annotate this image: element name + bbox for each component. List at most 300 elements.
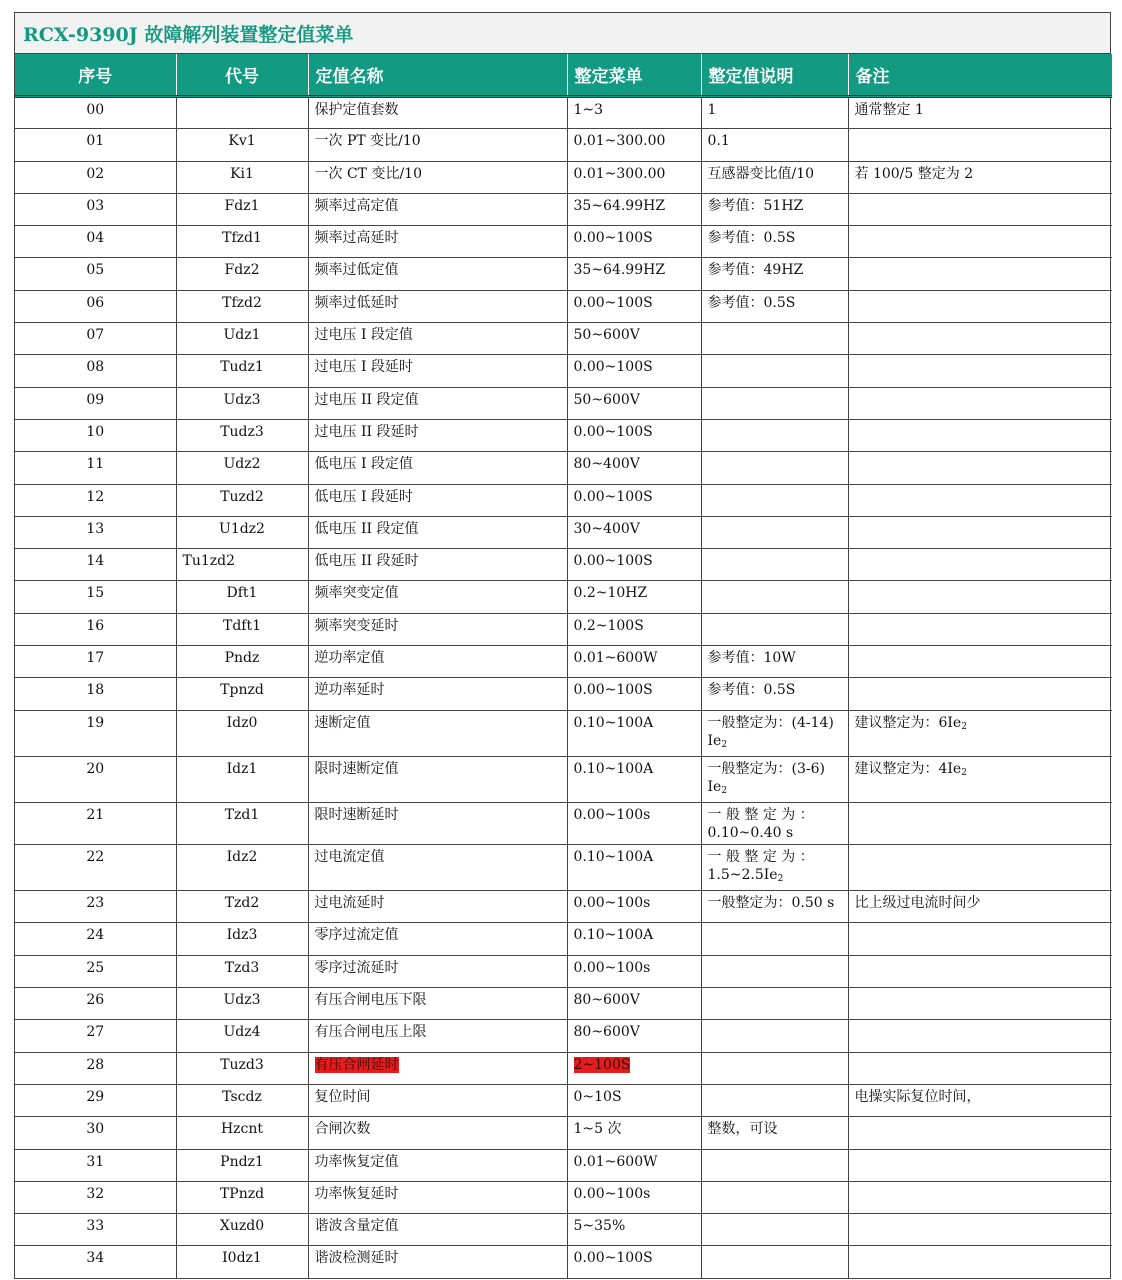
- cell-no: [15, 323, 176, 355]
- cell-desc: [701, 1084, 848, 1116]
- cell-no-text: 15: [86, 585, 105, 602]
- cell-range: [567, 1246, 701, 1278]
- cell-no: [15, 891, 176, 923]
- cell-desc: [701, 756, 848, 802]
- table-row: [15, 452, 1112, 484]
- cell-note-text: 建议整定为：4Ie: [854, 760, 962, 777]
- cell-note: [848, 1149, 1112, 1181]
- cell-no: [15, 161, 176, 193]
- cell-no: [15, 226, 176, 258]
- cell-code: [176, 923, 308, 955]
- cell-name-text: 过电压 I 段延时: [314, 359, 413, 376]
- cell-desc-text: 参考值：0.5S: [707, 294, 796, 311]
- cell-range-text: 80~600V: [573, 1024, 640, 1041]
- cell-note: [848, 161, 1112, 193]
- cell-no-text: 17: [86, 650, 105, 667]
- cell-name: [308, 1214, 567, 1246]
- cell-code: [176, 290, 308, 322]
- table-row: [15, 955, 1112, 987]
- cell-range-text: 35~64.99HZ: [573, 197, 666, 214]
- table-row: [15, 161, 1112, 193]
- cell-name: [308, 258, 567, 290]
- cell-desc-text: 参考值：10W: [707, 650, 796, 667]
- cell-note-text: 通常整定 1: [854, 102, 924, 118]
- table-row: [15, 290, 1112, 322]
- cell-code-text: Tzd1: [224, 806, 260, 823]
- cell-no-text: 21: [86, 806, 105, 823]
- cell-no: [15, 290, 176, 322]
- cell-note: [848, 290, 1112, 322]
- cell-code-text: Tudz1: [220, 359, 264, 376]
- cell-name-text: 限时速断定值: [314, 760, 399, 777]
- cell-no: [15, 516, 176, 548]
- cell-code-text: Idz0: [226, 714, 258, 731]
- cell-no: [15, 613, 176, 645]
- cell-code-text: Fdz1: [224, 197, 260, 214]
- table-row: [15, 923, 1112, 955]
- cell-code: [176, 387, 308, 419]
- cell-name: [308, 193, 567, 225]
- cell-code-text: Tuzd3: [220, 1056, 264, 1073]
- cell-no: [15, 419, 176, 451]
- cell-range-text: 0.01~300.00: [573, 165, 666, 182]
- cell-note: [848, 678, 1112, 710]
- cell-no-text: 06: [86, 294, 105, 311]
- page-title: RCX-9390J 故障解列装置整定值菜单: [23, 23, 354, 46]
- cell-name: [308, 226, 567, 258]
- cell-no-text: 22: [86, 849, 105, 866]
- cell-code: [176, 1149, 308, 1181]
- cell-range: [567, 1214, 701, 1246]
- cell-desc: [701, 923, 848, 955]
- cell-note: [848, 323, 1112, 355]
- cell-range: [567, 1181, 701, 1213]
- cell-desc: [701, 1020, 848, 1052]
- cell-name-text: 过电流定值: [314, 849, 385, 866]
- cell-note: [848, 581, 1112, 613]
- cell-note: [848, 1181, 1112, 1213]
- table-row: [15, 1084, 1112, 1116]
- cell-code: [176, 1246, 308, 1278]
- cell-range-text: 2~100S: [573, 1056, 631, 1073]
- cell-no-text: 23: [86, 895, 105, 912]
- cell-range: [567, 129, 701, 161]
- cell-desc: [701, 988, 848, 1020]
- cell-name-text: 复位时间: [314, 1088, 371, 1105]
- cell-no: [15, 549, 176, 581]
- cell-name: [308, 323, 567, 355]
- cell-code: [176, 1214, 308, 1246]
- cell-name: [308, 387, 567, 419]
- cell-code-text: U1dz2: [219, 520, 265, 537]
- cell-name: [308, 1084, 567, 1116]
- cell-desc: [701, 549, 848, 581]
- cell-code: [176, 258, 308, 290]
- cell-range-text: 0.00~100S: [573, 230, 653, 247]
- cell-desc: [701, 802, 848, 845]
- cell-desc: [701, 1214, 848, 1246]
- cell-desc-text: 参考值：51HZ: [707, 197, 804, 214]
- cell-note: [848, 646, 1112, 678]
- cell-code-text: Fdz2: [224, 262, 260, 279]
- cell-no: [15, 1020, 176, 1052]
- cell-desc-text: 参考值：0.5S: [707, 682, 796, 699]
- cell-note: [848, 355, 1112, 387]
- subscript-2: 2: [961, 721, 967, 732]
- cell-range-text: 0.2~10HZ: [573, 585, 648, 602]
- cell-no-text: 08: [86, 359, 105, 376]
- table-row: [15, 549, 1112, 581]
- cell-name: [308, 1181, 567, 1213]
- cell-no-text: 27: [86, 1024, 105, 1041]
- cell-desc-text: 1: [707, 102, 717, 118]
- cell-name-text: 一次 PT 变比/10: [314, 133, 421, 150]
- cell-range: [567, 258, 701, 290]
- subscript-2: 2: [777, 874, 784, 885]
- cell-code: [176, 710, 308, 756]
- cell-code: [176, 891, 308, 923]
- cell-range: [567, 97, 701, 129]
- cell-desc: [701, 516, 848, 548]
- cell-name: [308, 516, 567, 548]
- cell-no-text: 32: [86, 1185, 105, 1202]
- cell-desc-text: 一般整定为：0.50 s: [707, 895, 835, 912]
- table-row: [15, 891, 1112, 923]
- cell-desc: [701, 1117, 848, 1149]
- cell-range-text: 0.00~100s: [573, 959, 651, 976]
- cell-note-text: 建议整定为：6Ie: [854, 714, 962, 731]
- cell-code-text: Idz3: [226, 927, 258, 944]
- cell-desc: [701, 484, 848, 516]
- cell-note: [848, 516, 1112, 548]
- cell-no-text: 02: [86, 165, 105, 182]
- cell-name: [308, 452, 567, 484]
- cell-note: [848, 1052, 1112, 1084]
- cell-range: [567, 1084, 701, 1116]
- cell-desc-text: 一般整定为：(3-6) Ie: [707, 760, 825, 795]
- cell-code: [176, 549, 308, 581]
- cell-range-text: 0.10~100A: [573, 760, 654, 777]
- cell-code: [176, 646, 308, 678]
- cell-no: [15, 678, 176, 710]
- cell-name: [308, 613, 567, 645]
- cell-range-text: 0.00~100S: [573, 423, 653, 440]
- cell-range-text: 0.00~100S: [573, 488, 653, 505]
- cell-name-text: 功率恢复延时: [314, 1185, 399, 1202]
- cell-range: [567, 323, 701, 355]
- cell-name: [308, 756, 567, 802]
- cell-desc: [701, 290, 848, 322]
- cell-range-text: 0.00~100S: [573, 682, 653, 699]
- cell-code: [176, 193, 308, 225]
- cell-code-text: Tscdz: [222, 1088, 262, 1105]
- cell-code-text: Pndz: [224, 650, 260, 667]
- header-desc: 整定值说明: [701, 54, 848, 97]
- cell-name-text: 合闸次数: [314, 1121, 371, 1138]
- cell-code-text: Ki1: [230, 165, 254, 182]
- cell-name-text: 频率过高定值: [314, 197, 399, 214]
- cell-code-text: Udz1: [223, 327, 261, 344]
- cell-no-text: 10: [86, 423, 105, 440]
- cell-range: [567, 923, 701, 955]
- cell-desc-text: 一 般 整 定 为 ：0.10~0.40 s: [707, 806, 814, 841]
- cell-name: [308, 129, 567, 161]
- cell-code: [176, 226, 308, 258]
- cell-range: [567, 802, 701, 845]
- cell-code: [176, 1181, 308, 1213]
- cell-no: [15, 988, 176, 1020]
- table-row: [15, 516, 1112, 548]
- cell-no: [15, 1052, 176, 1084]
- cell-code: [176, 845, 308, 891]
- cell-code: [176, 97, 308, 129]
- cell-desc-text: 整数，可设: [707, 1121, 778, 1138]
- cell-desc: [701, 845, 848, 891]
- table-row: [15, 1149, 1112, 1181]
- header-row: [15, 54, 1112, 97]
- cell-range: [567, 710, 701, 756]
- cell-range: [567, 355, 701, 387]
- cell-name: [308, 1052, 567, 1084]
- cell-note: [848, 452, 1112, 484]
- table-row: [15, 419, 1112, 451]
- cell-desc: [701, 1181, 848, 1213]
- cell-no: [15, 129, 176, 161]
- cell-no-text: 20: [86, 760, 105, 777]
- cell-no: [15, 1149, 176, 1181]
- cell-no: [15, 258, 176, 290]
- cell-range: [567, 452, 701, 484]
- cell-range-text: 0.10~100A: [573, 849, 654, 866]
- cell-code-text: Tdft1: [222, 617, 261, 634]
- cell-code: [176, 129, 308, 161]
- cell-desc: [701, 161, 848, 193]
- cell-name: [308, 988, 567, 1020]
- table-row: [15, 1181, 1112, 1213]
- table-row: [15, 484, 1112, 516]
- cell-name: [308, 955, 567, 987]
- cell-no-text: 33: [86, 1218, 105, 1235]
- cell-range: [567, 1020, 701, 1052]
- cell-no-text: 29: [86, 1088, 105, 1105]
- cell-no: [15, 710, 176, 756]
- cell-range: [567, 387, 701, 419]
- cell-code-text: Tfzd1: [222, 230, 262, 247]
- cell-desc: [701, 419, 848, 451]
- cell-code: [176, 516, 308, 548]
- cell-code-text: I0dz1: [222, 1250, 262, 1267]
- cell-no-text: 13: [86, 520, 105, 537]
- cell-range: [567, 484, 701, 516]
- cell-no: [15, 97, 176, 129]
- cell-note: [848, 891, 1112, 923]
- cell-desc-text: 互感器变比值/10: [707, 165, 815, 182]
- cell-range: [567, 845, 701, 891]
- cell-range: [567, 955, 701, 987]
- cell-note: [848, 756, 1112, 802]
- cell-no: [15, 1246, 176, 1278]
- cell-desc: [701, 1052, 848, 1084]
- cell-name-text: 有压合闸电压上限: [314, 1024, 427, 1041]
- cell-no: [15, 756, 176, 802]
- cell-range: [567, 161, 701, 193]
- cell-code: [176, 1117, 308, 1149]
- table-row: [15, 756, 1112, 802]
- cell-code: [176, 613, 308, 645]
- cell-no: [15, 955, 176, 987]
- cell-code-text: Tu1zd2: [182, 553, 236, 570]
- cell-no: [15, 1117, 176, 1149]
- cell-desc: [701, 1246, 848, 1278]
- table-row: [15, 613, 1112, 645]
- cell-note-text: 电操实际复位时间，: [854, 1088, 981, 1105]
- cell-no-text: 12: [86, 488, 105, 505]
- cell-code-text: Idz1: [226, 760, 258, 777]
- cell-desc: [701, 193, 848, 225]
- table-row: [15, 581, 1112, 613]
- cell-no: [15, 193, 176, 225]
- cell-code-text: Dft1: [226, 585, 258, 602]
- cell-no-text: 03: [86, 197, 105, 214]
- cell-desc: [701, 226, 848, 258]
- cell-name-text: 频率过低延时: [314, 294, 399, 311]
- cell-range-text: 0.00~100s: [573, 895, 651, 912]
- table-row: [15, 646, 1112, 678]
- cell-name-text: 过电压 I 段定值: [314, 327, 413, 344]
- cell-note: [848, 802, 1112, 845]
- cell-name: [308, 1246, 567, 1278]
- cell-name: [308, 419, 567, 451]
- header-code: 代号: [176, 54, 308, 97]
- cell-code: [176, 355, 308, 387]
- cell-name: [308, 161, 567, 193]
- cell-desc: [701, 323, 848, 355]
- cell-code-text: Udz3: [223, 992, 261, 1009]
- cell-name-text: 频率过低定值: [314, 262, 399, 279]
- cell-range-text: 0.01~300.00: [573, 133, 666, 150]
- cell-name: [308, 891, 567, 923]
- cell-name-text: 频率突变定值: [314, 585, 399, 602]
- cell-no-text: 31: [86, 1153, 105, 1170]
- table-row: [15, 1052, 1112, 1084]
- cell-note: [848, 845, 1112, 891]
- cell-no-text: 18: [86, 682, 105, 699]
- table-row: [15, 193, 1112, 225]
- subscript-2: 2: [961, 767, 967, 778]
- cell-code-text: Tudz3: [220, 423, 264, 440]
- subscript-2: 2: [721, 739, 728, 750]
- cell-range-text: 30~400V: [573, 520, 640, 537]
- cell-no: [15, 646, 176, 678]
- cell-name-text: 低电压 II 段延时: [314, 553, 419, 570]
- cell-code-text: Tuzd2: [220, 488, 264, 505]
- table-row: [15, 710, 1112, 756]
- table-row: [15, 97, 1112, 129]
- cell-range-text: 50~600V: [573, 391, 640, 408]
- cell-no: [15, 355, 176, 387]
- cell-range-text: 5~35%: [573, 1218, 626, 1235]
- cell-code-text: Udz4: [223, 1024, 261, 1041]
- cell-range-text: 0.00~100S: [573, 1250, 653, 1267]
- cell-no-text: 07: [86, 327, 105, 344]
- header-note: 备注: [848, 54, 1112, 97]
- cell-range: [567, 1149, 701, 1181]
- table-row: [15, 1214, 1112, 1246]
- cell-desc: [701, 710, 848, 756]
- cell-range-text: 0.00~100S: [573, 294, 653, 311]
- cell-note-text: 比上级过电流时间少: [854, 895, 981, 912]
- cell-range: [567, 646, 701, 678]
- cell-no: [15, 484, 176, 516]
- cell-note: [848, 97, 1112, 129]
- cell-note: [848, 955, 1112, 987]
- cell-name-text: 零序过流定值: [314, 927, 399, 944]
- cell-range: [567, 988, 701, 1020]
- cell-desc-text: 一般整定为：(4-14) Ie: [707, 714, 834, 749]
- table-row: [15, 129, 1112, 161]
- table-row: [15, 988, 1112, 1020]
- cell-desc: [701, 129, 848, 161]
- cell-code-text: Pndz1: [220, 1153, 264, 1170]
- cell-range-text: 1~3: [573, 102, 604, 118]
- cell-range: [567, 1117, 701, 1149]
- cell-range-text: 0~10S: [573, 1088, 622, 1105]
- cell-name: [308, 1117, 567, 1149]
- cell-range: [567, 678, 701, 710]
- cell-range-text: 0.00~100S: [573, 553, 653, 570]
- cell-note: [848, 1084, 1112, 1116]
- cell-name: [308, 1020, 567, 1052]
- cell-note: [848, 484, 1112, 516]
- cell-range-text: 0.00~100s: [573, 806, 651, 823]
- cell-note: [848, 129, 1112, 161]
- cell-name-text: 限时速断延时: [314, 806, 399, 823]
- cell-code: [176, 581, 308, 613]
- cell-range-text: 35~64.99HZ: [573, 262, 666, 279]
- cell-no: [15, 1084, 176, 1116]
- cell-no-text: 30: [86, 1121, 105, 1138]
- cell-no-text: 26: [86, 992, 105, 1009]
- cell-no: [15, 452, 176, 484]
- cell-no-text: 24: [86, 927, 105, 944]
- cell-name: [308, 678, 567, 710]
- cell-note: [848, 923, 1112, 955]
- cell-range: [567, 1052, 701, 1084]
- header-range: 整定菜单: [567, 54, 701, 97]
- cell-note: [848, 1020, 1112, 1052]
- table-row: [15, 845, 1112, 891]
- cell-range-text: 0.00~100s: [573, 1185, 651, 1202]
- table-row: [15, 323, 1112, 355]
- cell-name: [308, 802, 567, 845]
- cell-name-text: 频率突变延时: [314, 617, 399, 634]
- settings-table: [15, 54, 1112, 1278]
- cell-name: [308, 290, 567, 322]
- cell-name-text: 速断定值: [314, 714, 371, 731]
- cell-no-text: 00: [86, 102, 105, 118]
- cell-name: [308, 845, 567, 891]
- cell-code: [176, 452, 308, 484]
- cell-name-text: 有压合闸电压下限: [314, 992, 427, 1009]
- cell-range-text: 1~5 次: [573, 1121, 622, 1138]
- cell-no-text: 14: [86, 553, 105, 570]
- cell-name: [308, 581, 567, 613]
- cell-name-text: 低电压 I 段定值: [314, 456, 413, 473]
- cell-code-text: TPnzd: [219, 1185, 265, 1202]
- cell-desc: [701, 613, 848, 645]
- cell-code-text: Xuzd0: [219, 1218, 265, 1235]
- cell-code-text: Tzd2: [224, 895, 260, 912]
